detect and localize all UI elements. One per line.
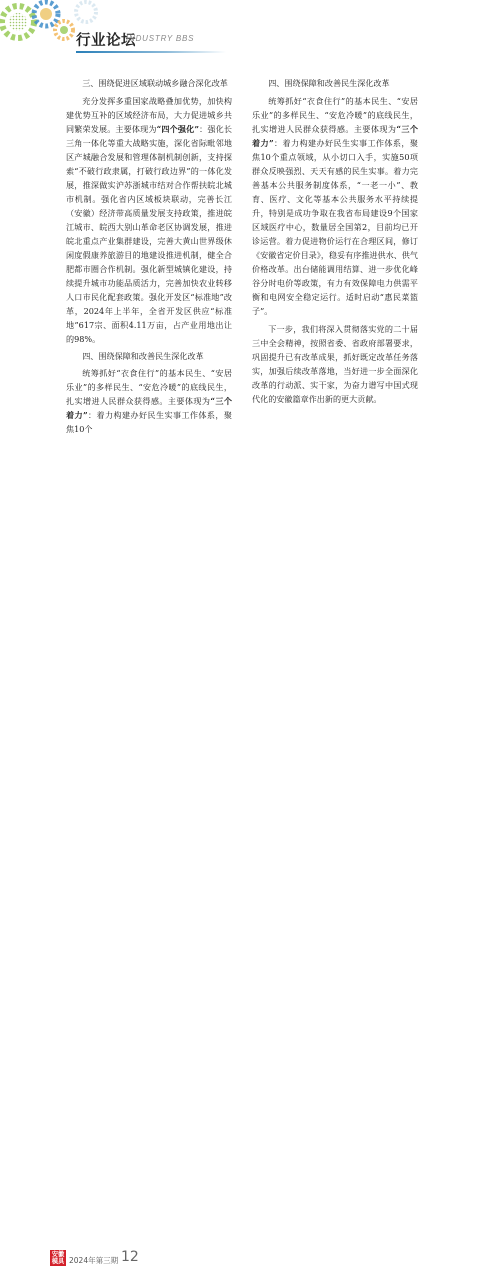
header-rule <box>76 51 226 53</box>
logo-text: 安徽 <box>51 1251 65 1258</box>
column-title: 行业论坛 <box>76 33 136 49</box>
paragraph <box>66 94 232 346</box>
paragraph-text: 统筹抓好“衣食住行”的基本民生、“安居乐业”的多样民生、“安危冷暖”的底线民生，扎实增进人民群众获得感。主要体现为 <box>252 96 418 134</box>
paragraph-text: 充分发挥多重国家战略叠加优势，加快构建优势互补的区域经济布局，大力促进城乡共同繁荣发展。主要体现为 <box>66 96 232 134</box>
column-subtitle: INDUSTRY BBS <box>126 34 195 43</box>
gear-icon <box>55 21 73 39</box>
gear-icon <box>76 2 96 22</box>
right-column <box>252 76 418 406</box>
paragraph-text: ：着力构建办好民生实事工作体系，聚焦10个 <box>66 410 232 434</box>
paragraph: 下一步，我们将深入贯彻落实党的二十届三中全会精神，按照省委、省政府部署要求，巩固提升已有改革成果，抓好既定改革任务落实，加强后续改革落地，当好进一步全面深化改革的行动派、实干家，为奋力谱写中国式现代化的安徽篇章作出新的更大贡献。 <box>252 324 418 404</box>
magazine-logo <box>50 1250 66 1266</box>
gear-icon <box>2 6 34 38</box>
paragraph-text: ：着力构建办好民生实事工作体系，聚焦10个重点领域，从小切口入手，实施50项群众反映强烈、天天有感的民生实事。着力完善基本公共服务制度体系，“一老一小”、教育、医疗、文化等基本公共服务水平持续提升，特别是成功争取在我省布局建设9个国家区域医疗中心，数量居全国第2，目前均已开诊运营。着力促进物价运行在合理区间，修订《安徽省定价目录》，稳妥有序推进供水、供气价格改革。出台储能调用结算、进一步优化峰谷分时电价等政策，有力有效保障电力供需平衡和电网安全稳定运行。适时启动“惠民菜篮子”。 <box>252 138 418 316</box>
page-header <box>0 0 480 64</box>
logo-text: 模具 <box>51 1258 65 1266</box>
emphasis-text: “四个强化” <box>156 124 200 134</box>
page-footer <box>0 622 480 1266</box>
emphasis-text: “三个着力” <box>66 396 232 420</box>
paragraph-text: ：强化长三角一体化等重大战略实施，深化省际毗邻地区产城融合发展和管理体制机制创新，支持探索“不破行政隶属，打破行政边界”的一体化发展，推深做实沪苏浙城市结对合作帮扶皖北城市机制。强化省内区域板块联动，完善长江（安徽）经济带高质量发展支持政策，推进皖江城市、皖西大别山革命老区协调发展，推进皖北重点产业集群建设，完善大黄山世界级休闲度假康养旅游目的地建设推进机制，健全合肥都市圈合作机制。强化新型城镇化建设，持续提升城市功能品质活力，完善加快农业转移人口市民化配套政策。强化开发区“标准地”改革，2024年上半年，全省开发区供应“标准地”617宗、面积4.11万亩，占产业用地出让的98%。 <box>66 124 232 344</box>
page-number: 12 <box>121 1249 139 1265</box>
gear-icon <box>34 2 58 26</box>
issue-label: 2024年第三期 <box>69 1256 119 1265</box>
paragraph-text: 统筹抓好“衣食住行”的基本民生、“安居乐业”的多样民生、“安危冷暖”的底线民生，扎实增进人民群众获得感。主要体现为 <box>66 368 232 406</box>
paragraph <box>252 94 418 318</box>
paragraph <box>66 366 232 436</box>
left-column <box>66 76 232 436</box>
section-heading: 三、围绕促进区域联动城乡融合深化改革 <box>82 78 228 88</box>
emphasis-text: “三个着力” <box>252 124 418 148</box>
section-heading: 四、围绕保障和改善民生深化改革 <box>268 78 390 88</box>
section-heading: 四、围绕保障和改善民生深化改革 <box>82 351 204 361</box>
